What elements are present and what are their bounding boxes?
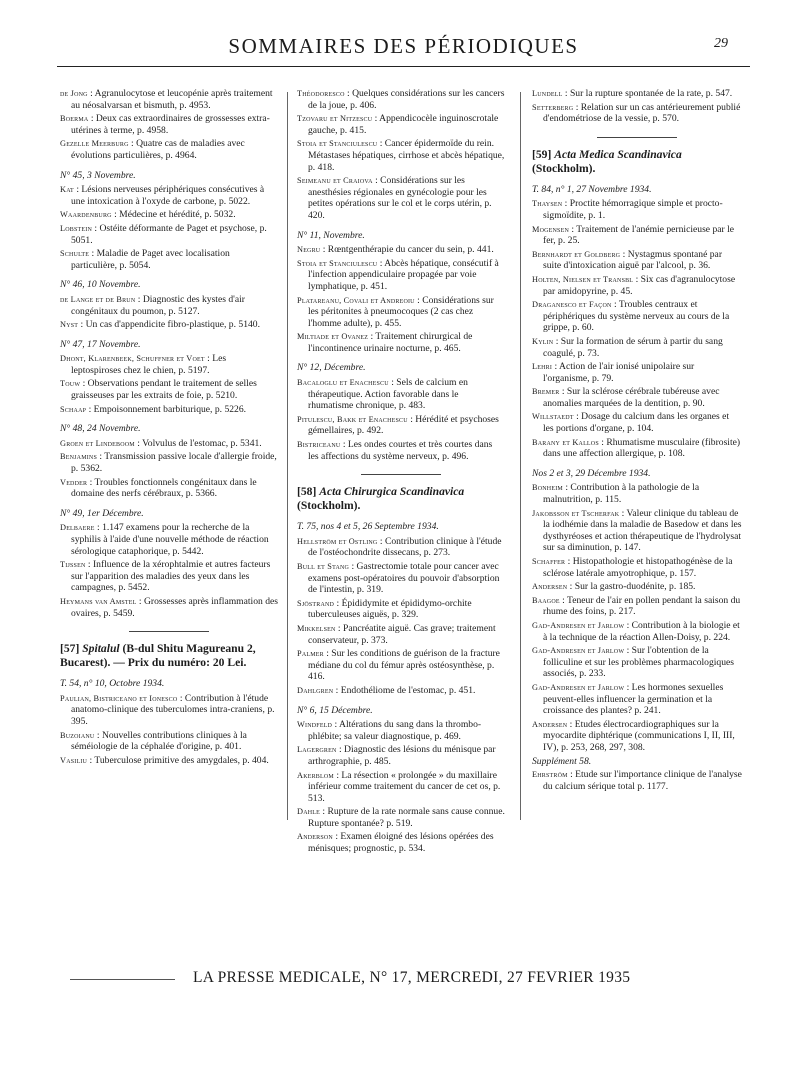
article-title: : Cancer épidermoïde du rein. Métastases hépatiques, cirrhose et abcès hépatique, p. 418. <box>308 138 505 173</box>
article-authors: Benjamins <box>60 452 98 462</box>
page-number: 29 <box>714 36 728 51</box>
article-entry <box>532 102 742 125</box>
article-title: : Contribution à l'étude anatomo-clinique des tuberculomes intra-craniens, p. 395. <box>71 692 275 727</box>
article-title: : Sur la formation de sérum à partir du sang coagulé, p. 73. <box>543 335 723 359</box>
article-title: : Diagnostic des kystes d'air congénitaux du poumon, p. 5127. <box>71 293 246 317</box>
article-title: : Médecine et hérédité, p. 5032. <box>114 209 236 221</box>
article-entry <box>532 274 742 297</box>
section-divider <box>597 137 677 138</box>
column-divider-1 <box>287 92 288 820</box>
article-entry <box>532 508 742 554</box>
article-authors: Lundell <box>532 89 563 98</box>
article-title: : Pancréatite aiguë. Cas grave; traitement conservateur, p. 373. <box>308 622 496 646</box>
article-entry <box>60 353 278 376</box>
article-title: : Traitement de l'anémie pernicieuse par le fer, p. 25. <box>543 223 735 247</box>
article-title: : Altérations du sang dans la thrombo-phlébite; sa valeur diagnostique, p. 469. <box>308 719 482 742</box>
article-authors: Andersen <box>532 582 568 592</box>
article-entry <box>532 249 742 272</box>
article-entry <box>60 184 278 207</box>
article-title: : Histopathologie et histopathogénèse de la sclérose latérale amyotrophique, p. 157. <box>543 556 733 579</box>
page-footer <box>70 969 760 989</box>
article-title: : Rœntgenthérapie du cancer du sein, p. 441. <box>322 244 494 256</box>
article-title: : Quelques considérations sur les cancers de la joue, p. 406. <box>308 88 505 111</box>
journal-info: (Stockholm). <box>297 499 361 513</box>
article-authors: Gezelle Meerburg <box>60 139 129 149</box>
article-authors: Gad-Andresen et Jarlow <box>532 620 625 630</box>
article-title: : Etude sur l'importance clinique de l'analyse du calcium sérique total p. 1177. <box>543 769 742 792</box>
article-title: : Lésions nerveuses périphériques consécutives à une intoxication à l'oxyde de carbone, p. 5022. <box>71 184 265 207</box>
article-entry <box>297 439 505 462</box>
article-title: : Examen éloigné des lésions opérées des ménisques; prognostic, p. 534. <box>308 831 494 855</box>
article-authors: Mogensen <box>532 224 569 234</box>
article-authors: Gad-Andresen et Jarlow <box>532 646 625 656</box>
article-entry <box>60 693 278 728</box>
issue-heading: N° 11, Novembre. <box>297 229 365 241</box>
article-entry <box>532 386 742 409</box>
issue-heading: N° 45, 3 Novembre. <box>60 169 136 181</box>
article-authors: Ehrström <box>532 770 568 780</box>
article-entry <box>532 682 742 717</box>
article-entry <box>297 258 505 293</box>
article-entry <box>532 224 742 247</box>
article-authors: Hellström et Ostling <box>297 536 378 546</box>
article-authors: Jakobsson et Tscherfak <box>532 508 620 518</box>
journal-number: [57] <box>60 642 80 656</box>
article-authors: Stoia et Stanciulescu <box>297 258 378 268</box>
journal-name: Acta Medica Scandinavica <box>554 147 682 161</box>
article-title: : Considérations sur les anesthésies régionales en gynécologie pour les petites opérations sur le col et le corps utérin, p. 420. <box>308 175 492 221</box>
article-title: : Troubles centraux et périphériques du système nerveux au cours de la grippe, p. 60. <box>543 299 730 334</box>
journal-name: Acta Chirurgica Scandinavica <box>319 485 465 499</box>
article-entry <box>297 295 505 330</box>
article-entry <box>532 769 742 792</box>
article-authors: Gad-Andresen et Jarlow <box>532 682 625 692</box>
article-title: : Sur l'obtention de la folliculine et sur les problèmes pharmacologiques associés, p. 233. <box>543 645 735 680</box>
article-title: : Contribution à la biologie et à la technique de la réaction Allen-Doisy, p. 224. <box>543 619 740 643</box>
article-authors: Buzoianu <box>60 730 95 740</box>
article-authors: Bacaloglu et Enachescu <box>297 378 389 388</box>
article-authors: Kat <box>60 185 74 195</box>
article-authors: Barany et Kallos <box>532 437 599 447</box>
article-entry <box>297 648 505 683</box>
article-authors: de Jong <box>60 89 88 98</box>
article-entry <box>297 770 505 805</box>
article-entry <box>60 209 278 221</box>
article-authors: Andersen <box>532 719 568 729</box>
article-entry <box>532 411 742 434</box>
article-title: : Empoisonnement barbiturique, p. 5226. <box>88 403 247 415</box>
article-entry <box>297 561 505 596</box>
issue-heading: N° 46, 10 Novembre. <box>60 279 141 291</box>
journal-heading <box>532 148 742 176</box>
issue-heading: N° 12, Décembre. <box>297 362 366 374</box>
section-divider <box>361 474 441 475</box>
article-entry <box>60 378 278 401</box>
article-title: : Sels de calcium en thérapeutique. Action favorable dans le rhumatisme chronique, p. 483. <box>308 377 468 412</box>
article-title: : Transmission passive locale d'allergie froide, p. 5362. <box>71 451 277 475</box>
article-authors: Draganesco et Façon <box>532 300 612 310</box>
article-entry <box>532 88 742 100</box>
column-divider-2 <box>520 92 521 820</box>
article-authors: Vasiliu <box>60 755 88 765</box>
article-authors: Tijssen <box>60 560 86 570</box>
article-title: : Les hormones sexuelles peuvent-elles influencer la germination et la croissance des plantes? p. 241. <box>543 681 724 717</box>
article-authors: Bernhardt et Goldberg <box>532 249 621 259</box>
article-entry <box>532 482 742 505</box>
issue-heading: N° 47, 17 Novembre. <box>60 338 141 350</box>
article-entry <box>532 336 742 359</box>
article-entry <box>297 377 505 412</box>
article-title: : Nouvelles contributions cliniques à la séméiologie de la céphalée d'origine, p. 401. <box>71 729 247 753</box>
article-authors: Holten, Nielsen et Transbl <box>532 274 634 284</box>
article-authors: Schaap <box>60 404 87 414</box>
article-title: : Hérédité et psychoses gémellaires, p. 492. <box>308 413 499 437</box>
article-entry <box>297 113 505 136</box>
journal-number: [58] <box>297 485 317 499</box>
article-title: : Deux cas extraordinaires de grossesses extra-utérines à terme, p. 4958. <box>71 113 270 136</box>
article-entry <box>60 559 278 594</box>
article-title: : Influence de la xérophtalmie et autres facteurs sur l'apparition des maladies des yeux dans les campagnes, p. 5452. <box>71 559 271 594</box>
article-authors: Dahle <box>297 807 320 817</box>
journal-number: [59] <box>532 147 552 161</box>
article-title: : Valeur clinique du tableau de la iodhémie dans la maladie de Basedow et dans les dysthyréoses et action thérapeutique de l'hydrolysat sur sa diminution, p. 147. <box>543 507 742 554</box>
article-title: : Sur la sclérose cérébrale tubéreuse avec anomalies marquées de la dentition, p. 90. <box>543 386 720 409</box>
column-1 <box>60 88 278 768</box>
article-title: : 1.147 examens pour la recherche de la syphilis à l'aide d'une nouvelle méthode de réaction sérologique cataphorique, p. 5442. <box>71 522 269 557</box>
article-entry <box>297 831 505 854</box>
article-title: : Rhumatisme musculaire (fibrosite) dans une affection allergique, p. 108. <box>543 436 741 460</box>
article-authors: Platareanu, Covali et Andreoiu <box>297 295 415 305</box>
article-title: : Les ondes courtes et très courtes dans les affections du système nerveux, p. 496. <box>308 439 493 462</box>
article-entry <box>532 719 742 754</box>
issue-heading: T. 75, nos 4 et 5, 26 Septembre 1934. <box>297 521 439 533</box>
page-title: SOMMAIRES DES PÉRIODIQUES <box>228 34 579 58</box>
article-title: : Sur les conditions de guérison de la fracture médiane du col du fémur après ostéosynthèse, p. 416. <box>308 648 500 683</box>
article-authors: Seimeanu et Craiova <box>297 176 373 186</box>
article-title: : Épididymite et épididymo-orchite tuberculeuses aiguës, p. 329. <box>308 597 472 621</box>
article-title: : Agranulocytose et leucopénie après traitement au néosalvarsan et bismuth, p. 4953. <box>71 88 273 111</box>
article-title: : Teneur de l'air en pollen pendant la saison du rhume des foins, p. 217. <box>543 594 741 618</box>
article-authors: Windfeld <box>297 720 333 730</box>
article-authors: Waardenburg <box>60 210 112 220</box>
article-title: : Les leptospiroses chez le chien, p. 5197. <box>71 353 227 376</box>
article-title: : Gastrectomie totale pour cancer avec examens post-opératoires du pouvoir d'absorption de l'intestin, p. 319. <box>308 561 500 596</box>
article-title: : Contribution à la pathologie de la malnutrition, p. 115. <box>543 482 700 506</box>
article-entry <box>60 223 278 246</box>
article-entry <box>297 88 505 111</box>
article-title: : La résection « prolongée » du maxillaire inférieur comme traitement du cancer de cet os, p. 513. <box>308 769 501 804</box>
article-title: : Volvulus de l'estomac, p. 5341. <box>137 437 262 449</box>
article-authors: Schulte <box>60 249 90 259</box>
article-authors: Mikkelsen <box>297 623 336 633</box>
article-authors: Delbaere <box>60 523 95 533</box>
article-authors: Paulian, Bistriceano et Ionesco <box>60 693 178 703</box>
article-title: : Nystagmus spontané par suite d'intoxication aiguë par l'alcool, p. 36. <box>543 248 723 272</box>
footer-text: LA PRESSE MEDICALE, N° 17, MERCREDI, 27 FEVRIER 1935 <box>193 969 631 986</box>
article-authors: Heymans van Amstel <box>60 596 137 606</box>
article-entry <box>60 319 278 331</box>
article-title: : Un cas d'appendicite fibro-plastique, p. 5140. <box>80 319 260 331</box>
article-title: : Tuberculose primitive des amygdales, p. 404. <box>89 754 269 766</box>
article-entry <box>532 361 742 384</box>
issue-heading: T. 54, n° 10, Octobre 1934. <box>60 678 165 690</box>
article-title: : Relation sur un cas antérieurement publié d'endométriose de la vessie, p. 570. <box>543 101 741 125</box>
column-3 <box>532 88 742 794</box>
article-authors: Kylin <box>532 336 554 346</box>
article-authors: Boerma <box>60 114 89 124</box>
article-authors: Setterberg <box>532 102 574 112</box>
journal-info: (B-dul Shitu Magureanu 2, Bucarest). — Prix du numéro: 20 Lei. <box>60 642 256 670</box>
article-authors: Miltiade et Ovanez <box>297 332 369 342</box>
article-authors: Stoia et Stanciulescu <box>297 139 378 149</box>
article-title: : Sur la rupture spontanée de la rate, p. 547. <box>564 88 733 99</box>
article-authors: Lagergren <box>297 745 337 755</box>
article-entry <box>297 138 505 173</box>
article-title: : Grossesses après inflammation des ovaires, p. 5459. <box>71 595 279 619</box>
journal-name: Spitalul <box>82 642 120 656</box>
article-entry <box>60 404 278 416</box>
article-authors: Thaysen <box>532 199 563 209</box>
page-header <box>57 0 750 67</box>
section-divider <box>129 631 209 632</box>
article-title: : Observations pendant le traitement de selles graisseuses par les extraits de foie, p. 5210. <box>71 378 257 402</box>
article-authors: Akerblom <box>297 770 334 780</box>
article-title: : Troubles fonctionnels congénitaux dans le domaine des nerfs cérébraux, p. 5366. <box>71 476 257 500</box>
article-title: : Endothéliome de l'estomac, p. 451. <box>335 684 476 696</box>
article-authors: Bull et Stang <box>297 562 350 571</box>
article-authors: Bonheim <box>532 483 563 493</box>
article-title: : Traitement chirurgical de l'incontinence urinaire nocturne, p. 465. <box>308 331 473 354</box>
article-authors: Lehri <box>532 362 553 372</box>
article-authors: Vedder <box>60 477 88 487</box>
article-title: : Appendicocèle inguinoscrotale gauche, p. 415. <box>308 113 499 136</box>
article-title: : Maladie de Paget avec localisation particulière, p. 5054. <box>71 248 230 271</box>
article-authors: Willstaedt <box>532 412 574 422</box>
article-title: : Ostéite déformante de Paget et psychose, p. 5051. <box>71 222 267 246</box>
article-entry <box>60 88 278 111</box>
journal-heading <box>297 485 505 513</box>
article-entry <box>297 806 505 829</box>
journal-heading <box>60 642 278 670</box>
article-authors: Pitulescu, Bakk et Enachescu <box>297 414 408 424</box>
article-title: : Six cas d'agranulocytose par amidopyrine, p. 45. <box>543 273 736 297</box>
article-authors: Lobstein <box>60 223 93 233</box>
article-entry <box>297 744 505 767</box>
article-entry <box>60 294 278 317</box>
article-authors: Théodoresco <box>297 89 345 98</box>
article-entry <box>297 414 505 437</box>
article-entry <box>60 451 278 474</box>
article-entry <box>60 477 278 500</box>
article-title: : Considérations sur les péritonites à pneumocoques (2 cas chez l'homme adulte), p. 455. <box>308 294 494 329</box>
article-entry <box>297 598 505 621</box>
article-authors: Negru <box>297 245 321 255</box>
article-entry <box>60 522 278 557</box>
supplement-heading: Supplément 58. <box>532 755 592 767</box>
article-entry <box>60 113 278 136</box>
article-entry <box>60 138 278 161</box>
article-entry <box>297 244 505 256</box>
article-title: : Action de l'air ionisé unipolaire sur l'organisme, p. 79. <box>543 361 695 384</box>
article-authors: Bremer <box>532 387 560 397</box>
article-entry <box>297 536 505 559</box>
article-authors: de Lange et de Brun <box>60 294 136 304</box>
article-entry <box>532 581 742 593</box>
article-entry <box>297 685 505 697</box>
article-entry <box>297 623 505 646</box>
article-entry <box>60 755 278 767</box>
article-authors: Nyst <box>60 320 79 330</box>
article-entry <box>297 175 505 221</box>
journal-info: (Stockholm). <box>532 161 596 175</box>
article-entry <box>532 299 742 334</box>
article-authors: Groen et Lindeboom <box>60 438 135 448</box>
article-entry <box>60 730 278 753</box>
article-title: : Sur la gastro-duodénite, p. 185. <box>569 581 696 593</box>
article-title: : Proctite hémorragique simple et procto-sigmoïdite, p. 1. <box>543 198 723 221</box>
article-entry <box>297 719 505 742</box>
article-entry <box>297 331 505 354</box>
article-authors: Anderson <box>297 832 333 842</box>
article-entry <box>60 596 278 619</box>
article-title: : Rupture de la rate normale sans cause connue. Rupture spontanée? p. 519. <box>308 806 505 829</box>
article-entry <box>532 198 742 221</box>
article-entry <box>532 556 742 579</box>
article-entry <box>60 248 278 271</box>
article-authors: Tzovaru et Nitzescu <box>297 114 373 124</box>
issue-heading: N° 49, 1er Décembre. <box>60 507 144 519</box>
article-title: : Contribution clinique à l'étude de l'ostéochondrite dissecans, p. 273. <box>308 535 502 559</box>
article-authors: Touw <box>60 379 81 389</box>
article-authors: Palmer <box>297 649 324 659</box>
article-entry <box>60 438 278 450</box>
article-authors: Sjöstrand <box>297 598 335 608</box>
article-authors: Bistriceanu <box>297 440 341 450</box>
article-title: : Etudes électrocardiographiques sur la myocardite diphtérique (communications I, II, III, IV), p. 253, 268, 297, 308. <box>543 718 735 753</box>
article-entry <box>532 645 742 680</box>
article-title: : Dosage du calcium dans les organes et les portions d'organe, p. 104. <box>543 411 730 435</box>
article-entry <box>532 620 742 643</box>
issue-heading: T. 84, n° 1, 27 Novembre 1934. <box>532 183 652 195</box>
footer-rule <box>70 979 175 980</box>
article-title: : Diagnostic des lésions du ménisque par arthrographie, p. 485. <box>308 744 496 767</box>
article-entry <box>532 437 742 460</box>
column-2 <box>297 88 505 857</box>
article-authors: Schaffer <box>532 557 566 566</box>
article-authors: Baagoe <box>532 595 560 605</box>
article-authors: Dahlgren <box>297 685 334 695</box>
issue-heading: N° 48, 24 Novembre. <box>60 423 141 435</box>
issue-heading: Nos 2 et 3, 29 Décembre 1934. <box>532 467 651 479</box>
issue-heading: N° 6, 15 Décembre. <box>297 704 373 716</box>
article-authors: Dhont, Klarenbeek, Schuffner et Voet <box>60 354 205 364</box>
article-title: : Quatre cas de maladies avec évolutions particulières, p. 4964. <box>71 138 245 161</box>
article-title: : Abcès hépatique, consécutif à l'infection appendiculaire propagée par voie lymphatique, p. 451. <box>308 257 499 292</box>
article-entry <box>532 595 742 618</box>
